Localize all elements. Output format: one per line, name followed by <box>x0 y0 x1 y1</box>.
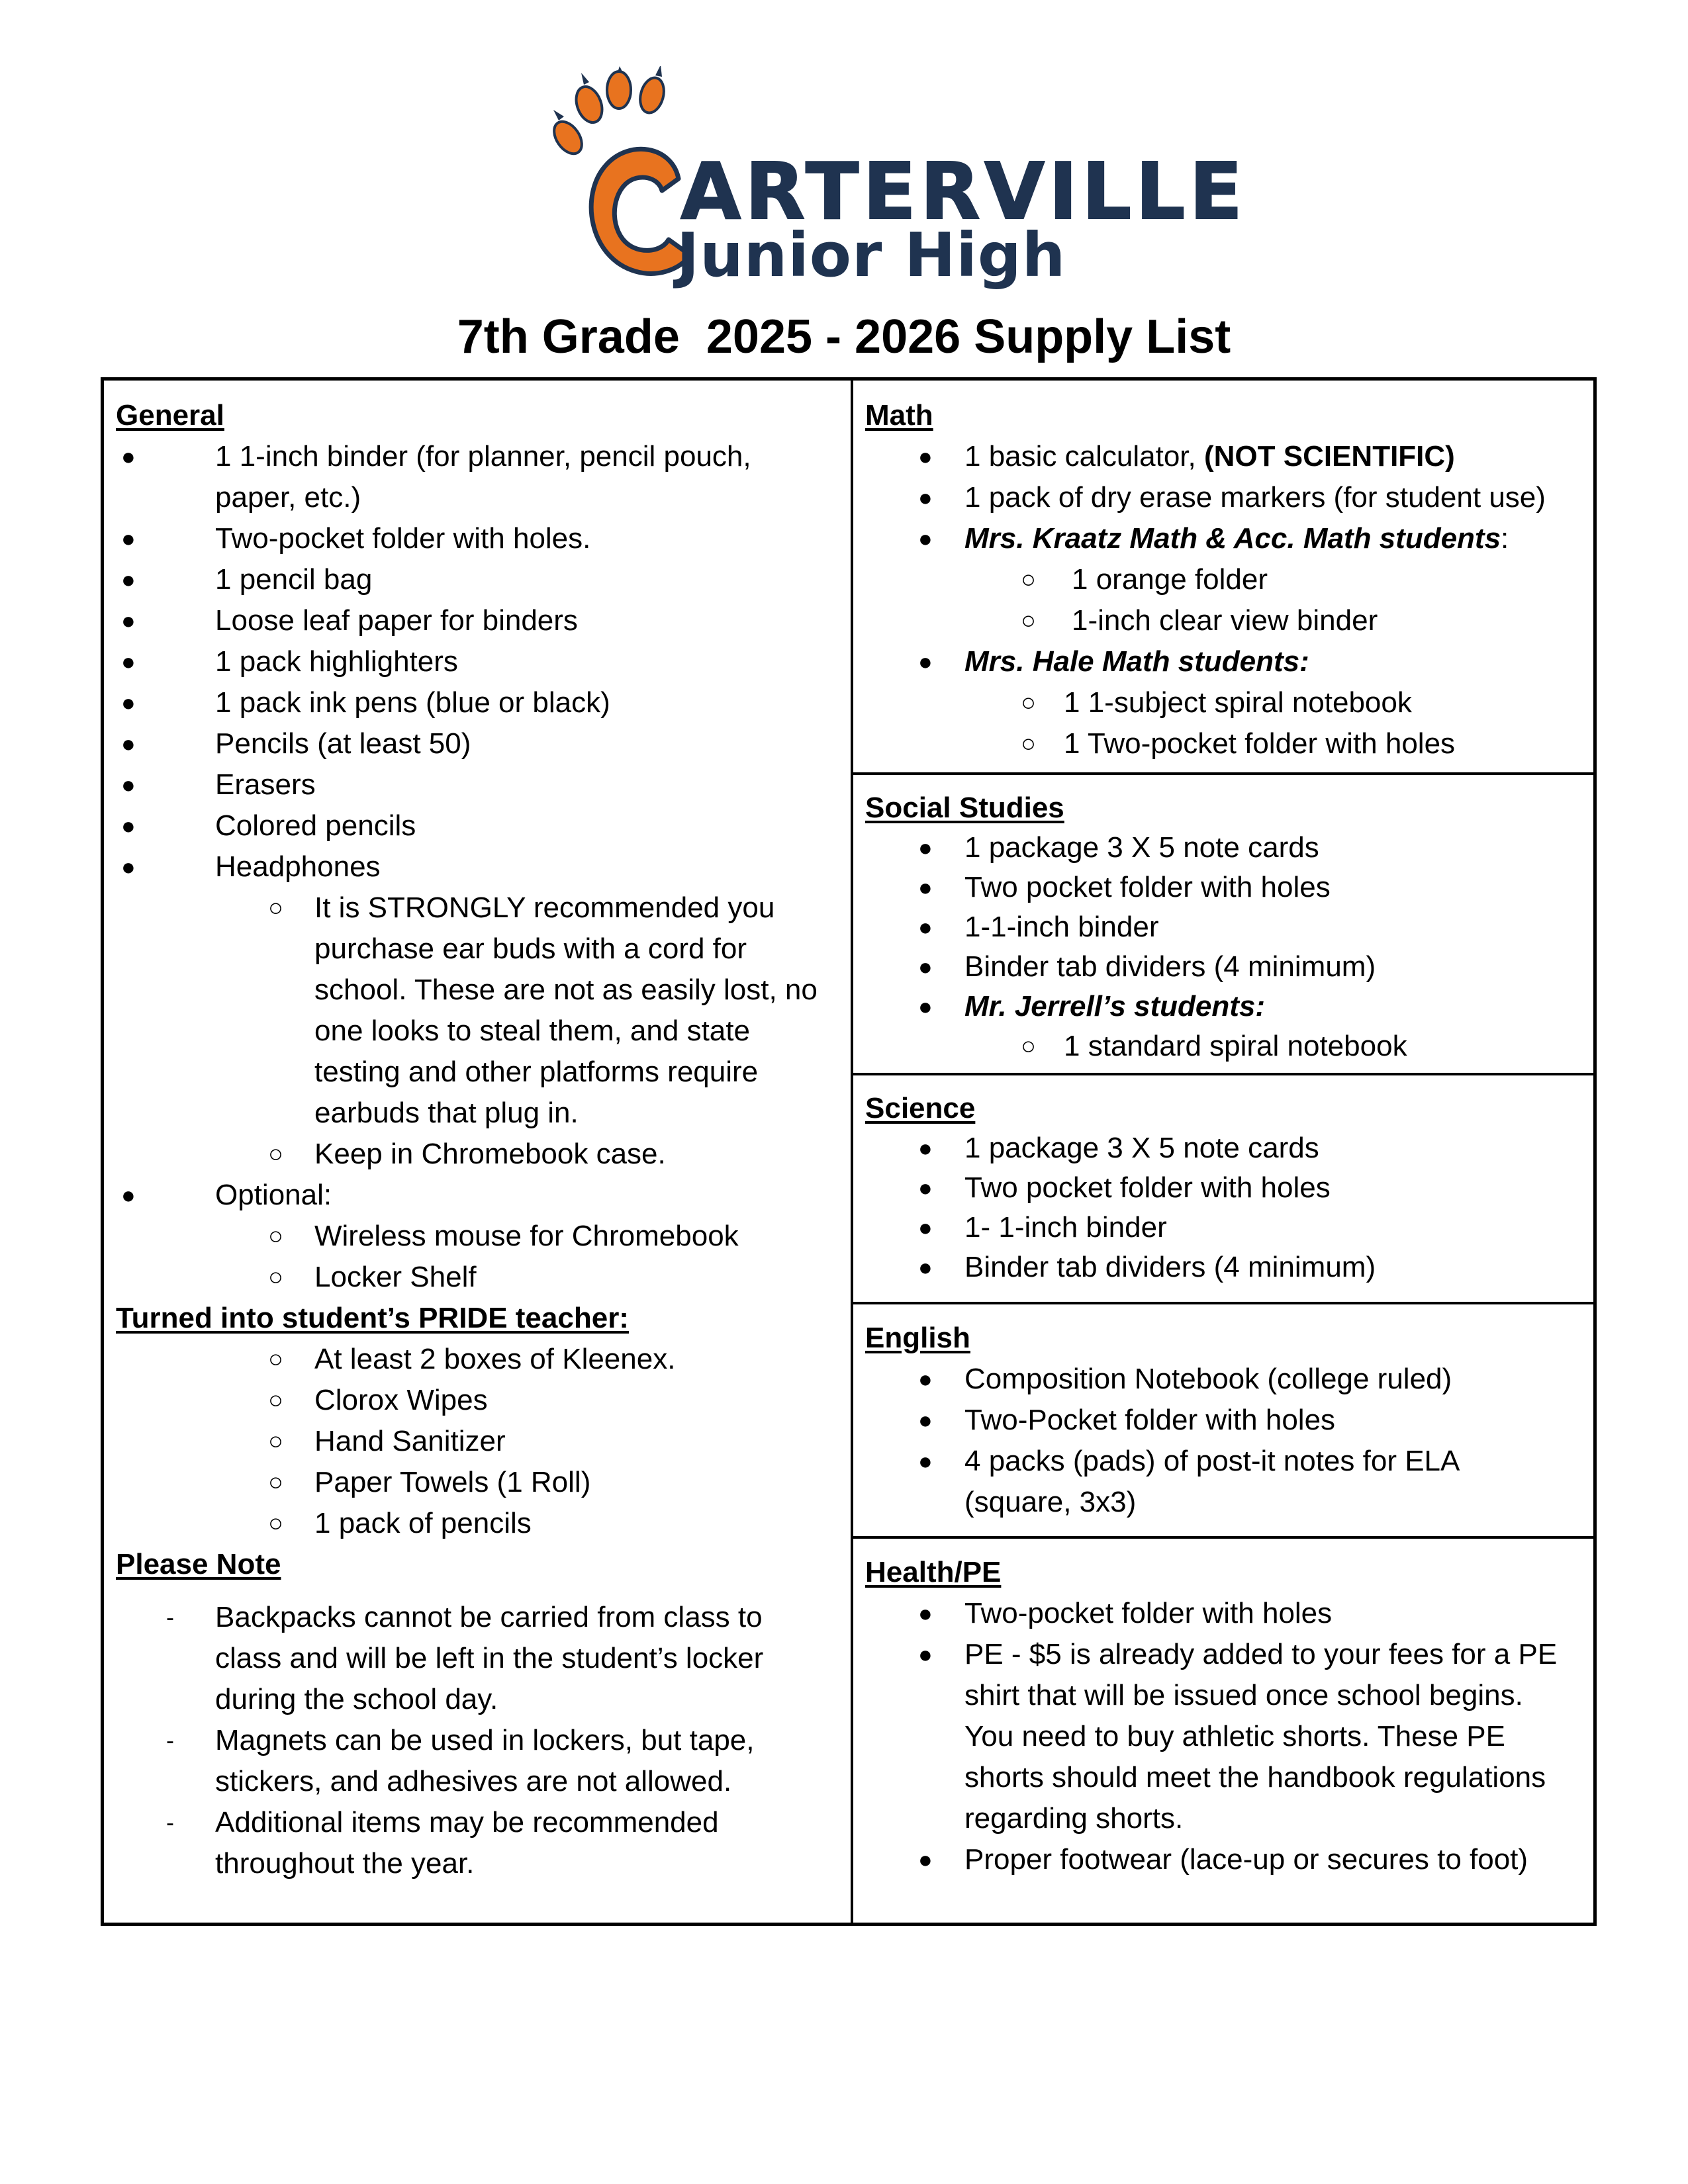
list-subitem: Wireless mouse for Chromebook <box>314 1220 739 1252</box>
science-heading: Science <box>865 1092 976 1124</box>
list-subitem: Clorox Wipes <box>314 1384 488 1416</box>
general-section: General ● 1 1-inch binder (for planner, pencil pouch, paper, etc.) ● Two-pocket folder with holes. ● 1 pencil bag ● Loose leaf paper for binders ● 1 pack highlighters ● 1 pack ink pens (blue or black) ● Pencils (at least 50) ● Erasers ● Colored pencils ● Headphones ○ It is STRONGLY recommended you purchase ear buds with a cord for school. These are not as easily lost, no one looks to steal them, and state testing and other platforms require earbuds that plug in. ○ Keep in Chromebook case. ● Optional: ○ Wireless mouse for Chromebook ○ Locker Shelf Turned into student’s PRIDE teacher: ○ At least 2 boxes of Kleenex. ○ Clorox Wipes ○ Hand Sanitizer ○ Paper Towels (1 Roll) ○ 1 pack of pencils Please Note - Backpacks cannot be carried from class to class and will be left in the student’s locker during the school day. - Magnets can be used in lockers, but tape, stickers, and adhesives are not allowed. - Additional items may be recommended throughout the year. <box>116 395 837 1884</box>
list-item: Two-pocket folder with holes <box>964 1597 1333 1629</box>
list-item: Colored pencils <box>215 809 416 842</box>
row-divider <box>852 772 1597 775</box>
science-section: Science ● 1 package 3 X 5 note cards ● Two pocket folder with holes ● 1- 1-inch binder ● Binder tab dividers (4 minimum) <box>865 1089 1593 1287</box>
list-item: 1 pack highlighters <box>215 645 458 678</box>
list-item: 1 basic calculator, (NOT SCIENTIFIC) <box>964 440 1455 473</box>
health-pe-heading: Health/PE <box>865 1556 1002 1588</box>
column-divider <box>851 381 853 1923</box>
list-item: Mr. Jerrell’s students: <box>964 990 1266 1023</box>
list-item: 4 packs (pads) of post-it notes for ELA (square, 3x3) <box>964 1445 1458 1518</box>
list-item: Two-pocket folder with holes. <box>215 522 591 555</box>
list-item: 1 package 3 X 5 note cards <box>964 1132 1319 1164</box>
list-subitem: 1 Two-pocket folder with holes <box>1064 727 1456 760</box>
pride-heading: Turned into student’s PRIDE teacher: <box>116 1302 629 1334</box>
note-item: Additional items may be recommended throughout the year. <box>215 1806 719 1880</box>
list-item: Pencils (at least 50) <box>215 727 471 760</box>
health-pe-section: Health/PE ● Two-pocket folder with holes ● PE - $5 is already added to your fees for a PE shirt that will be issued once school begins. You need to buy athletic shorts. These PE shorts should meet the handbook regulations regarding shorts. ● Proper footwear (lace-up or secures to foot) <box>865 1552 1593 1880</box>
math-heading: Math <box>865 399 933 432</box>
list-subitem: Locker Shelf <box>314 1261 477 1293</box>
list-subitem: 1 standard spiral notebook <box>1064 1030 1407 1062</box>
note-heading: Please Note <box>116 1548 281 1580</box>
list-item: Binder tab dividers (4 minimum) <box>964 950 1376 983</box>
list-item: Two pocket folder with holes <box>964 871 1331 903</box>
list-subitem: 1 orange folder <box>1072 563 1268 596</box>
note-item: Backpacks cannot be carried from class to class and will be left in the student’s locker during the school day. <box>215 1601 764 1715</box>
list-item: Mrs. Kraatz Math & Acc. Math students: <box>964 522 1509 555</box>
list-subitem: 1-inch clear view binder <box>1072 604 1378 637</box>
list-item: 1-1-inch binder <box>964 911 1159 943</box>
supply-table <box>101 377 1597 1926</box>
list-item: PE - $5 is already added to your fees for a PE shirt that will be issued once school begins. You need to buy athletic shorts. These PE shorts should meet the handbook regulations regarding shorts. <box>964 1638 1558 1835</box>
list-subitem: Keep in Chromebook case. <box>314 1138 666 1170</box>
page-title: 7th Grade 2025 - 2026 Supply List <box>457 310 1231 363</box>
math-section: Math ● 1 basic calculator, (NOT SCIENTIFIC) ● 1 pack of dry erase markers (for student use) ● Mrs. Kraatz Math & Acc. Math students: ○ 1 orange folder ○ 1-inch clear view binder ● Mrs. Hale Math students: ○ 1 1-subject spiral notebook ○ 1 Two-pocket folder with holes <box>865 395 1593 764</box>
list-subitem: 1 1-subject spiral notebook <box>1064 686 1412 719</box>
list-item: 1 1-inch binder (for planner, pencil pouch, paper, etc.) <box>215 440 751 514</box>
list-item: Optional: <box>215 1179 332 1211</box>
list-subitem: Hand Sanitizer <box>314 1425 506 1457</box>
school-subtitle: Junior High <box>677 220 1066 291</box>
row-divider <box>852 1302 1597 1304</box>
english-section: English ● Composition Notebook (college ruled) ● Two-Pocket folder with holes ● 4 packs (pads) of post-it notes for ELA (square, 3x3) <box>865 1318 1593 1523</box>
list-item: Two-Pocket folder with holes <box>964 1404 1336 1436</box>
school-name: ARTERVILLE <box>680 146 1247 237</box>
list-item: 1 package 3 X 5 note cards <box>964 831 1319 864</box>
list-item: Mrs. Hale Math students: <box>964 645 1309 678</box>
list-subitem: Paper Towels (1 Roll) <box>314 1466 591 1498</box>
social-studies-heading: Social Studies <box>865 792 1064 824</box>
list-item: Loose leaf paper for binders <box>215 604 578 637</box>
list-item: Composition Notebook (college ruled) <box>964 1363 1452 1395</box>
list-item: Binder tab dividers (4 minimum) <box>964 1251 1376 1283</box>
list-subitem: It is STRONGLY recommended you purchase ear buds with a cord for school. These are not as easily lost, no one looks to steal them, and state testing and other platforms require earbuds that plug in. <box>314 891 818 1129</box>
note-item: Magnets can be used in lockers, but tape, stickers, and adhesives are not allowed. <box>215 1724 755 1797</box>
list-item: 1 pack of dry erase markers (for student use) <box>964 481 1546 514</box>
list-item: Headphones <box>215 850 381 883</box>
social-studies-section: Social Studies ● 1 package 3 X 5 note cards ● Two pocket folder with holes ● 1-1-inch binder ● Binder tab dividers (4 minimum) ● Mr. Jerrell’s students: ○ 1 standard spiral notebook <box>865 788 1593 1066</box>
row-divider <box>852 1536 1597 1539</box>
list-item: 1- 1-inch binder <box>964 1211 1167 1244</box>
list-subitem: At least 2 boxes of Kleenex. <box>314 1343 676 1375</box>
list-item: Proper footwear (lace-up or secures to foot) <box>964 1843 1528 1876</box>
general-heading: General <box>116 399 224 432</box>
school-logo <box>536 66 1247 291</box>
list-item: Erasers <box>215 768 316 801</box>
row-divider <box>852 1073 1597 1075</box>
english-heading: English <box>865 1322 970 1354</box>
list-item: 1 pack ink pens (blue or black) <box>215 686 610 719</box>
list-item: 1 pencil bag <box>215 563 373 596</box>
list-subitem: 1 pack of pencils <box>314 1507 532 1539</box>
list-item: Two pocket folder with holes <box>964 1171 1331 1204</box>
